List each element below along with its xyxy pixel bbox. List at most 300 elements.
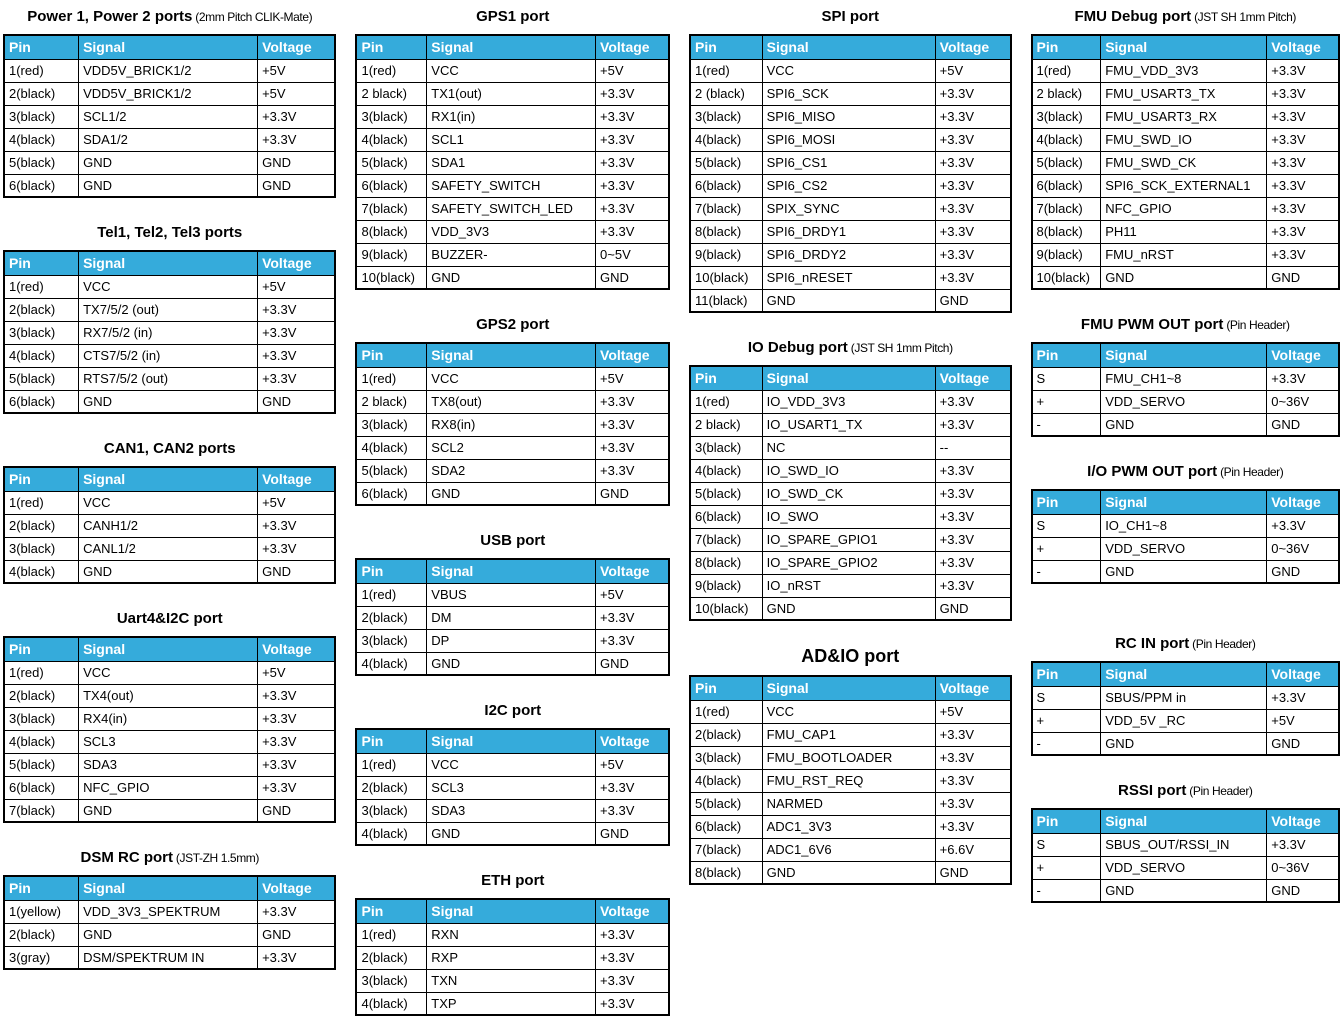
voltage-cell: 0~5V <box>596 243 669 266</box>
table-row <box>1032 266 1340 289</box>
pin-cell: 2(black) <box>4 684 79 707</box>
pin-cell: 1(red) <box>690 59 762 82</box>
voltage-cell: +3.3V <box>1267 243 1339 266</box>
header-row <box>356 35 669 59</box>
signal-cell: VCC <box>762 59 935 82</box>
column-header-pin: Pin <box>690 366 762 390</box>
pin-cell: S <box>1032 514 1101 537</box>
header-row <box>4 876 335 900</box>
pinout-table-fmu-debug-port <box>1031 34 1341 290</box>
signal-cell: SBUS_OUT/RSSI_IN <box>1101 833 1267 856</box>
voltage-cell: +3.3V <box>935 574 1010 597</box>
signal-cell: RX4(in) <box>79 707 258 730</box>
table-row <box>4 661 335 684</box>
signal-cell: TX8(out) <box>427 390 596 413</box>
pinout-table-ad-io-port <box>689 675 1012 885</box>
port-title <box>1031 462 1341 482</box>
voltage-cell: 0~36V <box>1267 856 1339 879</box>
port-subtitle-text: (Pin Header) <box>1223 318 1290 332</box>
pinout-table-tel1-tel2-tel3-ports <box>3 250 336 414</box>
voltage-cell: -- <box>935 436 1010 459</box>
table-row <box>356 128 669 151</box>
pin-cell: 1(red) <box>690 390 762 413</box>
table-row <box>690 243 1011 266</box>
port-title-text: RSSI port <box>1118 782 1187 799</box>
voltage-cell: GND <box>935 861 1010 884</box>
pin-cell: 6(black) <box>4 174 79 197</box>
table-row <box>1032 105 1340 128</box>
signal-cell: RX1(in) <box>427 105 596 128</box>
voltage-cell: +5V <box>935 59 1010 82</box>
table-row <box>356 606 669 629</box>
table-row <box>1032 151 1340 174</box>
signal-cell: IO_SPARE_GPIO1 <box>762 528 935 551</box>
table-row <box>4 321 335 344</box>
port-subtitle-text: (Pin Header) <box>1189 637 1256 651</box>
port-title-text: ETH port <box>481 872 545 889</box>
signal-cell: SBUS/PPM in <box>1101 686 1267 709</box>
column-header-signal: Signal <box>762 676 935 700</box>
pinout-table-i-o-pwm-out-port <box>1031 489 1341 584</box>
table-row <box>4 923 335 946</box>
pin-cell: S <box>1032 686 1101 709</box>
pinout-table-can1-can2-ports <box>3 466 336 584</box>
column-header-signal: Signal <box>1101 490 1267 514</box>
pin-cell: 8(black) <box>356 220 426 243</box>
table-row <box>690 266 1011 289</box>
signal-cell: TXN <box>427 969 596 992</box>
pin-cell: 3(gray) <box>4 946 79 969</box>
signal-cell: GND <box>1101 413 1267 436</box>
table-row <box>690 505 1011 528</box>
voltage-cell: +3.3V <box>935 528 1010 551</box>
column-header-voltage: Voltage <box>596 559 669 583</box>
signal-cell: FMU_RST_REQ <box>762 769 935 792</box>
table-row <box>4 900 335 923</box>
signal-cell: VBUS <box>427 583 596 606</box>
pin-cell: 4(black) <box>356 652 426 675</box>
pinout-table-power-1-power-2-ports <box>3 34 336 198</box>
voltage-cell: +3.3V <box>596 969 669 992</box>
signal-cell: VCC <box>427 59 596 82</box>
table-row <box>4 730 335 753</box>
port-section-gps1-port <box>355 7 670 290</box>
pin-cell: 6(black) <box>4 776 79 799</box>
signal-cell: GND <box>1101 879 1267 902</box>
pin-cell: 4(black) <box>690 459 762 482</box>
pin-cell: 2(black) <box>4 923 79 946</box>
pin-cell: 10(black) <box>690 266 762 289</box>
voltage-cell: +3.3V <box>258 128 336 151</box>
pin-cell: 7(black) <box>356 197 426 220</box>
voltage-cell: +3.3V <box>596 606 669 629</box>
port-title-text: CAN1, CAN2 ports <box>103 440 236 457</box>
pin-cell: 3(black) <box>4 537 79 560</box>
signal-cell: SPI6_CS1 <box>762 151 935 174</box>
header-row <box>690 676 1011 700</box>
pin-cell: S <box>1032 833 1101 856</box>
voltage-cell: +3.3V <box>596 436 669 459</box>
table-row <box>690 482 1011 505</box>
pinout-table-io-debug-port <box>689 365 1012 621</box>
signal-cell: VCC <box>762 700 935 723</box>
signal-cell: TX7/5/2 (out) <box>79 298 258 321</box>
signal-cell: RX8(in) <box>427 413 596 436</box>
pin-cell: + <box>1032 709 1101 732</box>
voltage-cell: GND <box>596 266 669 289</box>
voltage-cell: +3.3V <box>258 946 336 969</box>
voltage-cell: +5V <box>258 491 336 514</box>
signal-cell: FMU_VDD_3V3 <box>1101 59 1267 82</box>
table-row <box>356 82 669 105</box>
header-row <box>4 637 335 661</box>
voltage-cell: +3.3V <box>258 298 336 321</box>
table-row <box>356 105 669 128</box>
table-row <box>1032 686 1340 709</box>
port-title-text: GPS1 port <box>476 8 550 25</box>
pinout-table-uart4-i2c-port <box>3 636 336 823</box>
signal-cell: TX1(out) <box>427 82 596 105</box>
column-header-signal: Signal <box>762 366 935 390</box>
port-section-spi-port <box>689 7 1012 313</box>
voltage-cell: +3.3V <box>596 992 669 1015</box>
table-row <box>4 753 335 776</box>
pin-cell: 2 black) <box>356 82 426 105</box>
port-title <box>3 439 336 459</box>
pin-cell: 3(black) <box>4 321 79 344</box>
header-row <box>356 899 669 923</box>
pin-cell: 1(red) <box>4 275 79 298</box>
table-row <box>4 298 335 321</box>
table-row <box>356 799 669 822</box>
signal-cell: TX4(out) <box>79 684 258 707</box>
port-section-eth-port <box>355 871 670 1016</box>
port-title-text: Power 1, Power 2 ports <box>27 8 193 25</box>
port-title-text: SPI port <box>821 8 879 25</box>
column-3 <box>689 7 1012 885</box>
signal-cell: FMU_USART3_TX <box>1101 82 1267 105</box>
voltage-cell: +3.3V <box>1267 151 1339 174</box>
signal-cell: VDD5V_BRICK1/2 <box>79 59 258 82</box>
column-header-signal: Signal <box>79 251 258 275</box>
column-header-voltage: Voltage <box>258 637 336 661</box>
pin-cell: 3(black) <box>356 629 426 652</box>
table-row <box>356 459 669 482</box>
voltage-cell: +3.3V <box>596 459 669 482</box>
table-row <box>1032 197 1340 220</box>
column-header-voltage: Voltage <box>935 676 1010 700</box>
voltage-cell: +3.3V <box>935 243 1010 266</box>
table-row <box>1032 732 1340 755</box>
voltage-cell: +3.3V <box>935 815 1010 838</box>
signal-cell: SCL1 <box>427 128 596 151</box>
signal-cell: NFC_GPIO <box>1101 197 1267 220</box>
voltage-cell: +3.3V <box>258 684 336 707</box>
signal-cell: SDA3 <box>427 799 596 822</box>
signal-cell: BUZZER- <box>427 243 596 266</box>
table-row <box>4 128 335 151</box>
column-header-voltage: Voltage <box>1267 35 1339 59</box>
port-section-power-1-power-2-ports <box>3 7 336 198</box>
signal-cell: GND <box>762 597 935 620</box>
pinout-table-dsm-rc-port <box>3 875 336 970</box>
pin-cell: 3(black) <box>690 746 762 769</box>
voltage-cell: +3.3V <box>258 514 336 537</box>
table-row <box>1032 128 1340 151</box>
pin-cell: 1(yellow) <box>4 900 79 923</box>
port-title-text: AD&IO port <box>801 646 900 666</box>
voltage-cell: GND <box>258 560 336 583</box>
port-title-text: Uart4&I2C port <box>116 610 223 627</box>
pinout-table-eth-port <box>355 898 670 1016</box>
column-header-signal: Signal <box>1101 662 1267 686</box>
voltage-cell: GND <box>1267 879 1339 902</box>
voltage-cell: GND <box>258 151 336 174</box>
port-title <box>3 223 336 243</box>
signal-cell: FMU_USART3_RX <box>1101 105 1267 128</box>
column-header-voltage: Voltage <box>1267 809 1339 833</box>
voltage-cell: +5V <box>258 82 336 105</box>
signal-cell: SCL3 <box>79 730 258 753</box>
signal-cell: IO_VDD_3V3 <box>762 390 935 413</box>
port-title-text: RC IN port <box>1115 635 1190 652</box>
table-row <box>356 151 669 174</box>
signal-cell: SCL1/2 <box>79 105 258 128</box>
voltage-cell: +5V <box>258 275 336 298</box>
table-row <box>4 59 335 82</box>
voltage-cell: GND <box>1267 732 1339 755</box>
table-row <box>4 799 335 822</box>
table-row <box>690 861 1011 884</box>
voltage-cell: +3.3V <box>935 792 1010 815</box>
voltage-cell: GND <box>935 597 1010 620</box>
table-row <box>356 482 669 505</box>
signal-cell: SPI6_SCK_EXTERNAL1 <box>1101 174 1267 197</box>
pin-cell: 7(black) <box>1032 197 1101 220</box>
column-header-signal: Signal <box>762 35 935 59</box>
voltage-cell: +3.3V <box>935 482 1010 505</box>
signal-cell: RTS7/5/2 (out) <box>79 367 258 390</box>
signal-cell: GND <box>762 861 935 884</box>
signal-cell: GND <box>427 822 596 845</box>
voltage-cell: +3.3V <box>258 105 336 128</box>
signal-cell: GND <box>427 482 596 505</box>
table-row <box>356 652 669 675</box>
table-row <box>690 413 1011 436</box>
column-header-pin: Pin <box>1032 490 1101 514</box>
voltage-cell: GND <box>935 289 1010 312</box>
signal-cell: FMU_nRST <box>1101 243 1267 266</box>
pin-cell: + <box>1032 537 1101 560</box>
table-row <box>4 344 335 367</box>
voltage-cell: +3.3V <box>596 923 669 946</box>
pin-cell: 7(black) <box>690 838 762 861</box>
table-row <box>690 769 1011 792</box>
voltage-cell: +3.3V <box>935 266 1010 289</box>
voltage-cell: +5V <box>258 661 336 684</box>
column-header-pin: Pin <box>1032 35 1101 59</box>
signal-cell: CANL1/2 <box>79 537 258 560</box>
signal-cell: CANH1/2 <box>79 514 258 537</box>
pin-cell: 3(black) <box>4 707 79 730</box>
signal-cell: NFC_GPIO <box>79 776 258 799</box>
pin-cell: 8(black) <box>690 861 762 884</box>
header-row <box>1032 343 1340 367</box>
table-row <box>356 436 669 459</box>
signal-cell: IO_USART1_TX <box>762 413 935 436</box>
port-title <box>355 701 670 721</box>
table-row <box>4 514 335 537</box>
pinout-table-usb-port <box>355 558 670 676</box>
port-section-rssi-port <box>1031 781 1341 903</box>
voltage-cell: +3.3V <box>935 151 1010 174</box>
voltage-cell: 0~36V <box>1267 390 1339 413</box>
pin-cell: 8(black) <box>690 551 762 574</box>
pin-cell: 4(black) <box>4 560 79 583</box>
table-row <box>356 413 669 436</box>
voltage-cell: +3.3V <box>596 220 669 243</box>
pinout-table-gps2-port <box>355 342 670 506</box>
signal-cell: VDD_5V _RC <box>1101 709 1267 732</box>
voltage-cell: +3.3V <box>1267 82 1339 105</box>
signal-cell: GND <box>762 289 935 312</box>
signal-cell: VCC <box>79 661 258 684</box>
header-row <box>356 729 669 753</box>
table-row <box>356 197 669 220</box>
signal-cell: VDD_3V3_SPEKTRUM <box>79 900 258 923</box>
port-title <box>355 315 670 335</box>
table-row <box>356 367 669 390</box>
header-row <box>4 251 335 275</box>
pin-cell: 1(red) <box>356 583 426 606</box>
column-header-pin: Pin <box>4 467 79 491</box>
table-row <box>4 684 335 707</box>
column-header-pin: Pin <box>356 35 426 59</box>
voltage-cell: +3.3V <box>1267 105 1339 128</box>
voltage-cell: GND <box>596 482 669 505</box>
port-title <box>355 531 670 551</box>
pin-cell: 6(black) <box>1032 174 1101 197</box>
pin-cell: 5(black) <box>1032 151 1101 174</box>
signal-cell: SPI6_CS2 <box>762 174 935 197</box>
table-row <box>690 746 1011 769</box>
column-header-voltage: Voltage <box>1267 343 1339 367</box>
pin-cell: 10(black) <box>1032 266 1101 289</box>
table-row <box>4 776 335 799</box>
pin-cell: 3(black) <box>356 105 426 128</box>
signal-cell: PH11 <box>1101 220 1267 243</box>
voltage-cell: +5V <box>258 59 336 82</box>
column-header-voltage: Voltage <box>1267 490 1339 514</box>
header-row <box>1032 490 1340 514</box>
column-header-pin: Pin <box>356 559 426 583</box>
table-row <box>1032 514 1340 537</box>
column-header-voltage: Voltage <box>596 343 669 367</box>
voltage-cell: 0~36V <box>1267 537 1339 560</box>
column-header-voltage: Voltage <box>596 729 669 753</box>
column-header-pin: Pin <box>356 729 426 753</box>
column-header-pin: Pin <box>1032 343 1101 367</box>
column-header-signal: Signal <box>79 637 258 661</box>
table-row <box>356 220 669 243</box>
column-header-pin: Pin <box>1032 662 1101 686</box>
table-row <box>356 629 669 652</box>
pin-cell: - <box>1032 413 1101 436</box>
pin-cell: 6(black) <box>356 174 426 197</box>
column-header-signal: Signal <box>427 35 596 59</box>
port-title-text: FMU PWM OUT port <box>1080 316 1224 333</box>
column-header-voltage: Voltage <box>258 467 336 491</box>
port-section-rc-in-port <box>1031 634 1341 756</box>
port-subtitle-text: (JST-ZH 1.5mm) <box>172 851 259 865</box>
pin-cell: 2(black) <box>4 298 79 321</box>
pin-cell: S <box>1032 367 1101 390</box>
signal-cell: FMU_SWD_CK <box>1101 151 1267 174</box>
column-header-signal: Signal <box>427 729 596 753</box>
voltage-cell: +3.3V <box>1267 367 1339 390</box>
port-section-can1-can2-ports <box>3 439 336 584</box>
pin-cell: 1(red) <box>356 59 426 82</box>
pin-cell: 6(black) <box>690 174 762 197</box>
voltage-cell: GND <box>1267 413 1339 436</box>
voltage-cell: +3.3V <box>1267 197 1339 220</box>
signal-cell: GND <box>1101 560 1267 583</box>
port-title <box>3 848 336 868</box>
signal-cell: VCC <box>79 491 258 514</box>
column-header-pin: Pin <box>4 251 79 275</box>
voltage-cell: +3.3V <box>596 776 669 799</box>
voltage-cell: +3.3V <box>1267 220 1339 243</box>
signal-cell: DP <box>427 629 596 652</box>
table-row <box>690 792 1011 815</box>
signal-cell: SPIX_SYNC <box>762 197 935 220</box>
voltage-cell: GND <box>596 652 669 675</box>
pin-cell: 9(black) <box>1032 243 1101 266</box>
pin-cell: 9(black) <box>690 574 762 597</box>
voltage-cell: +3.3V <box>935 174 1010 197</box>
signal-cell: VDD_SERVO <box>1101 390 1267 413</box>
pin-cell: 5(black) <box>690 151 762 174</box>
table-row <box>356 776 669 799</box>
pin-cell: 5(black) <box>690 482 762 505</box>
table-row <box>690 723 1011 746</box>
signal-cell: VDD5V_BRICK1/2 <box>79 82 258 105</box>
table-row <box>4 151 335 174</box>
table-row <box>1032 59 1340 82</box>
port-title-text: Tel1, Tel2, Tel3 ports <box>97 224 243 241</box>
table-row <box>356 59 669 82</box>
port-title-text: USB port <box>480 532 546 549</box>
column-header-pin: Pin <box>4 876 79 900</box>
voltage-cell: +3.3V <box>935 769 1010 792</box>
pin-cell: 2(black) <box>4 82 79 105</box>
table-row <box>356 923 669 946</box>
voltage-cell: +3.3V <box>1267 514 1339 537</box>
voltage-cell: +3.3V <box>596 151 669 174</box>
signal-cell: RXN <box>427 923 596 946</box>
voltage-cell: +5V <box>935 700 1010 723</box>
table-row <box>1032 390 1340 413</box>
table-row <box>4 537 335 560</box>
table-row <box>690 528 1011 551</box>
signal-cell: IO_SWD_CK <box>762 482 935 505</box>
pin-cell: 4(black) <box>4 128 79 151</box>
header-row <box>4 467 335 491</box>
table-row <box>690 551 1011 574</box>
signal-cell: GND <box>79 923 258 946</box>
pin-cell: 1(red) <box>356 367 426 390</box>
pin-cell: 7(black) <box>4 799 79 822</box>
